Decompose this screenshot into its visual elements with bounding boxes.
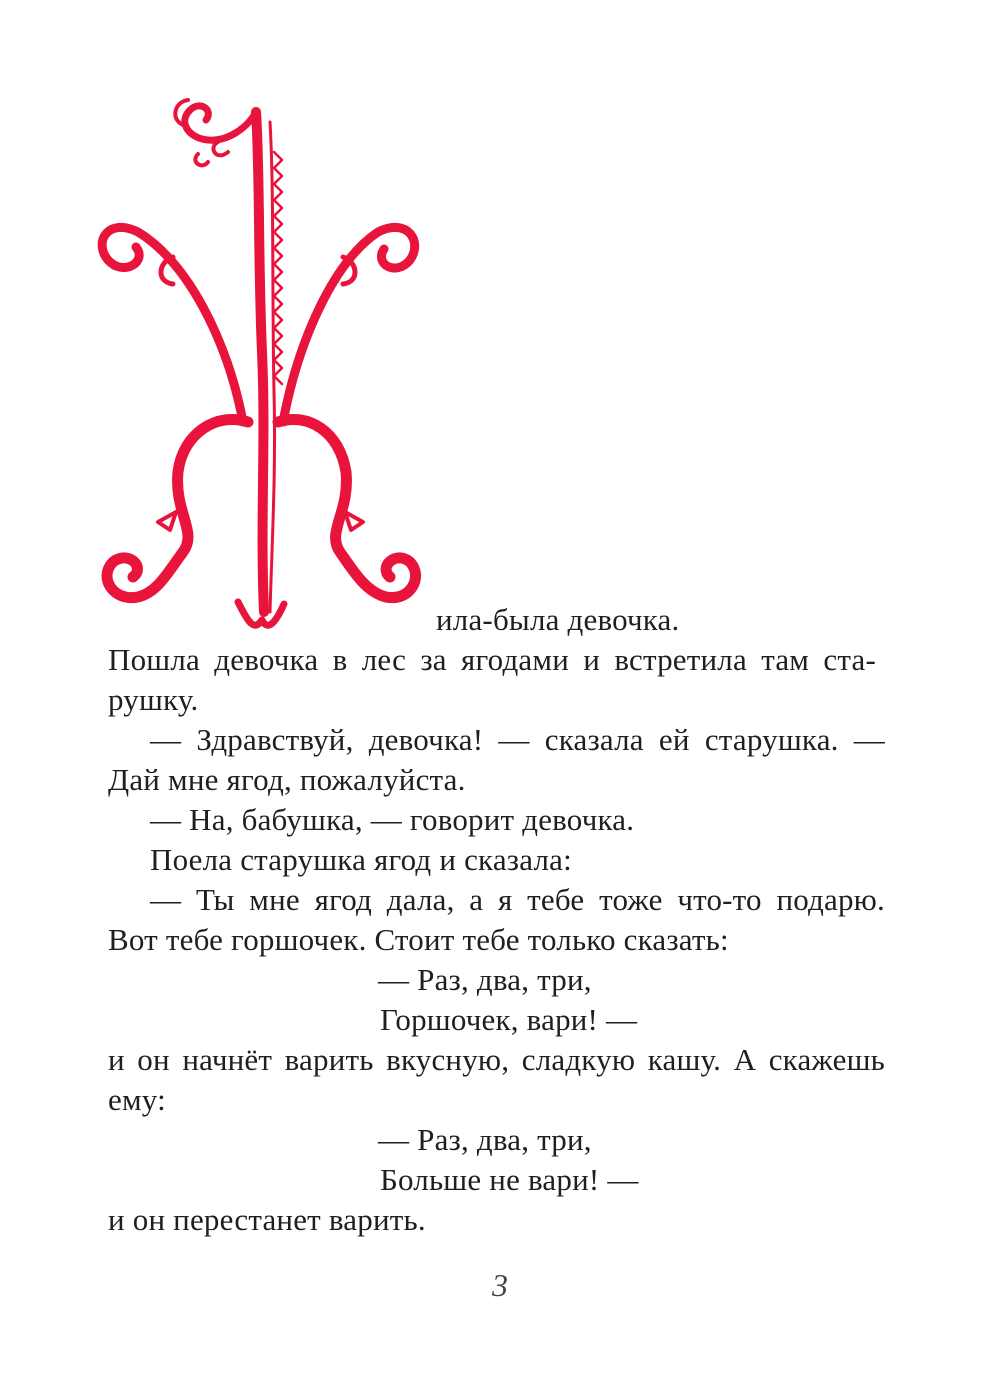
verse-line-4: Больше не вари! —	[380, 1162, 639, 1197]
story-line-6: — На, бабушка, — говорит девочка.	[150, 802, 635, 837]
story-line-9: Вот тебе горшочек. Стоит тебе только сказать:	[108, 922, 729, 957]
decorative-initial-letter	[78, 92, 438, 647]
story-line-11: ему:	[108, 1082, 166, 1117]
story-line-10: и он начнёт варить вкусную, сладкую кашу. А скажешь	[108, 1042, 885, 1077]
story-line-4: — Здравствуй, девочка! — сказала ей старушка. —	[150, 722, 885, 757]
story-line-5: Дай мне ягод, пожалуйста.	[108, 762, 466, 797]
story-line-2: Пошла девочка в лес за ягодами и встретила там ста-	[108, 642, 876, 677]
verse-line-1: — Раз, два, три,	[378, 962, 592, 997]
story-line-8: — Ты мне ягод дала, а я тебе тоже что-то подарю.	[150, 882, 885, 917]
story-line-12: и он перестанет варить.	[108, 1202, 426, 1237]
verse-line-3: — Раз, два, три,	[378, 1122, 592, 1157]
story-line-1: ила-была девочка.	[436, 602, 680, 637]
verse-line-2: Горшочек, вари! —	[380, 1002, 638, 1037]
page-number: 3	[492, 1267, 508, 1303]
story-line-7: Поела старушка ягод и сказала:	[150, 842, 572, 877]
story-line-3: рушку.	[108, 682, 199, 717]
